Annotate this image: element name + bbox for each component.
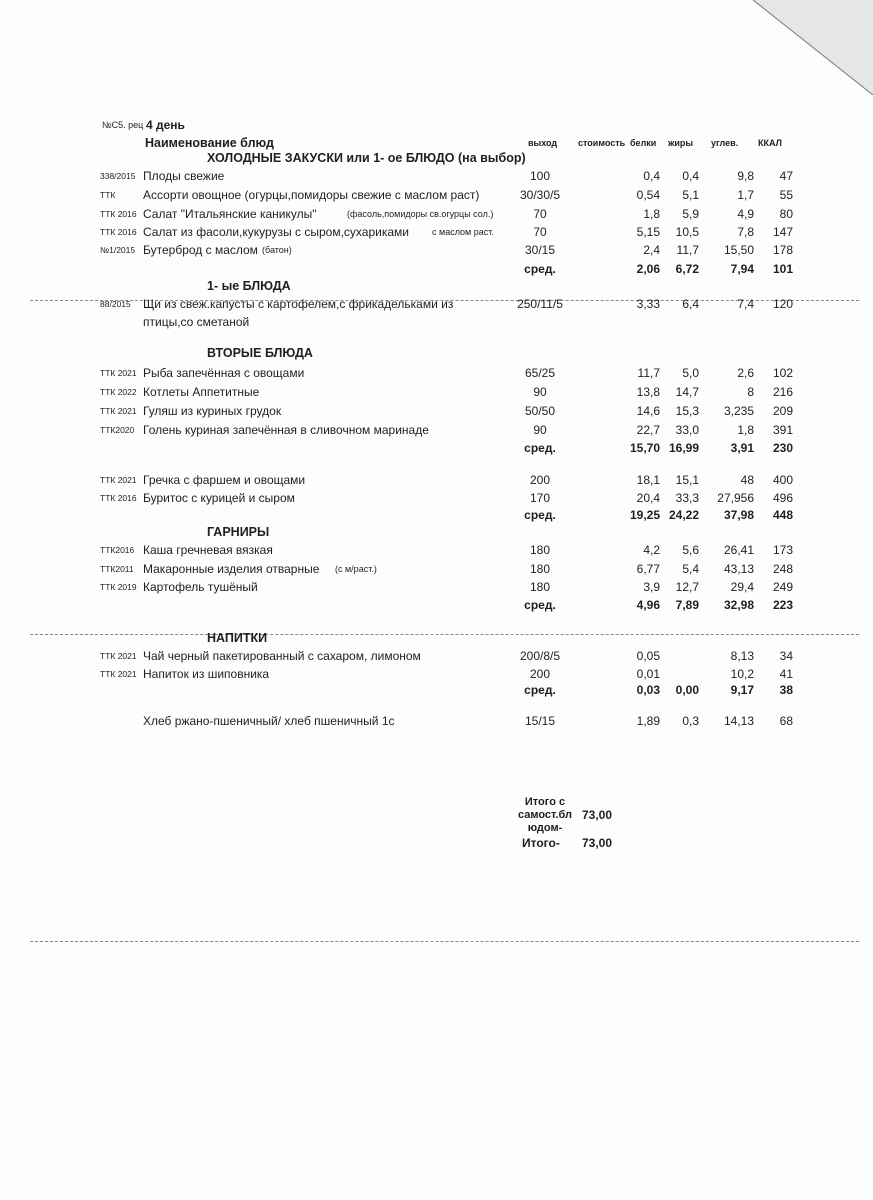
- scan-line: [30, 941, 859, 942]
- menu-row: ТТК 2016 Буритос с курицей и сыром 170 20,4 33,3 27,956 496: [100, 491, 793, 505]
- menu-row: ТТК2016 Каша гречневая вязкая 180 4,2 5,6 26,41 173: [100, 543, 793, 557]
- average-row: сред. 2,06 6,72 7,94 101: [524, 262, 793, 276]
- menu-row: ТТК 2021 Гуляш из куриных грудок 50/50 14,6 15,3 3,235 209: [100, 404, 793, 418]
- section-title: 1- ые БЛЮДА: [207, 279, 291, 293]
- menu-row: ТТК2020 Голень куриная запечённая в сливочном маринаде 90 22,7 33,0 1,8 391: [100, 423, 793, 437]
- menu-row: ТТК 2021 Чай черный пакетированный с сахаром, лимоном 200/8/5 0,05 8,13 34: [100, 649, 793, 663]
- average-row: сред. 0,03 0,00 9,17 38: [524, 683, 793, 697]
- section-title: ГАРНИРЫ: [207, 525, 270, 539]
- total-with-self-dish-value: 73,00: [582, 808, 613, 822]
- doc-number: №С5. рец: [102, 120, 144, 130]
- section-title: ХОЛОДНЫЕ ЗАКУСКИ или 1- ое БЛЮДО (на выбор): [207, 151, 526, 165]
- column-headers: [0, 135, 873, 151]
- col-kcal-header: ККАЛ: [758, 138, 782, 148]
- section-title: НАПИТКИ: [207, 631, 268, 645]
- total-with-self-dish-label: Итого с самост.бл юдом-: [517, 796, 573, 834]
- col-cost-header: стоимость: [578, 138, 626, 148]
- section-title: ВТОРЫЕ БЛЮДА: [207, 346, 313, 360]
- day-label: 4 день: [146, 118, 185, 132]
- total-label: Итого-: [522, 836, 560, 850]
- menu-row: 88/2015 Щи из свеж.капусты с картофелем,с фрикадельками из 250/11/5 3,33 6,4 7,4 120: [100, 297, 793, 311]
- total-value: 73,00: [582, 836, 613, 850]
- average-row: сред. 4,96 7,89 32,98 223: [524, 598, 793, 612]
- menu-row: ТТК 2021 Напиток из шиповника 200 0,01 10,2 41: [100, 667, 793, 681]
- menu-row: ТТК 2016 Салат из фасоли,кукурузы с сыром,сухариками с маслом раст. 70 5,15 10,5 7,8 147: [100, 225, 793, 239]
- col-fat-header: жиры: [668, 138, 694, 148]
- menu-row: ТТК 2019 Картофель тушёный 180 3,9 12,7 29,4 249: [100, 580, 793, 594]
- menu-row: №1/2015 Бутерброд с маслом (батон) 30/15 2,4 11,7 15,50 178: [100, 243, 793, 257]
- menu-row: ТТК 2016 Салат "Итальянские каникулы" (фасоль,помидоры св.огурцы сол.) 70 1,8 5,9 4,9 80: [100, 207, 793, 221]
- menu-row: ТТК 2021 Рыба запечённая с овощами 65/25 11,7 5,0 2,6 102: [100, 366, 793, 380]
- average-row: сред. 15,70 16,99 3,91 230: [524, 441, 793, 455]
- menu-row: ТТК2011 Макаронные изделия отварные (с м/раст.) 180 6,77 5,4 43,13 248: [100, 562, 793, 576]
- menu-row: ТТК Ассорти овощное (огурцы,помидоры свежие с маслом раст) 30/30/5 0,54 5,1 1,7 55: [100, 188, 793, 202]
- col-carbs-header: углев.: [711, 138, 739, 148]
- col-protein-header: белки: [630, 138, 657, 148]
- menu-row: 338/2015 Плоды свежие 100 0,4 0,4 9,8 47: [100, 169, 793, 183]
- menu-row: ТТК 2022 Котлеты Аппетитные 90 13,8 14,7 8 216: [100, 385, 793, 399]
- menu-row: ТТК 2021 Гречка с фаршем и овощами 200 18,1 15,1 48 400: [100, 473, 793, 487]
- document-header: [0, 117, 873, 133]
- menu-row-continued: птицы,со сметаной: [143, 315, 250, 329]
- average-row: сред. 19,25 24,22 37,98 448: [524, 508, 793, 522]
- col-name-header: Наименование блюд: [145, 136, 274, 150]
- folded-corner: [683, 0, 873, 95]
- col-output-header: выход: [528, 138, 558, 148]
- bread-row: Хлеб ржано-пшеничный/ хлеб пшеничный 1с 15/15 1,89 0,3 14,13 68: [143, 714, 793, 728]
